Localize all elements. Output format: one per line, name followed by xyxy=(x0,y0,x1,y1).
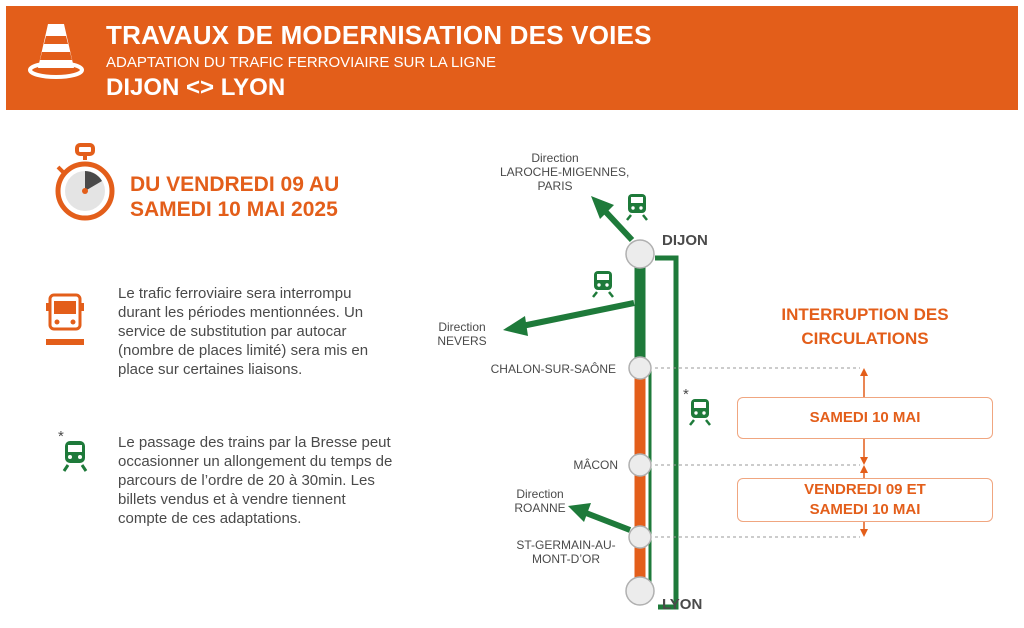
asterisk-marker: * xyxy=(58,428,64,445)
date-line-2: SAMEDI 10 MAI 2025 xyxy=(130,198,338,221)
route-title: DIJON <> LYON xyxy=(106,74,286,101)
station-chalon: CHALON-SUR-SAÔNE xyxy=(490,362,616,376)
page-title: TRAVAUX DE MODERNISATION DES VOIES xyxy=(106,20,652,50)
period-box-chalon-macon: SAMEDI 10 MAI xyxy=(737,397,993,439)
date-line-1: DU VENDREDI 09 AU xyxy=(130,173,340,196)
bus-replacement-text: Le trafic ferroviaire sera interrompu durant les périodes mentionnées. Un service de substitution par autocar (nombre de places limité) sera mis en place sur certaines liaisons. xyxy=(118,285,369,378)
page-subtitle: ADAPTATION DU TRAFIC FERROVIAIRE SUR LA LIGNE xyxy=(106,54,497,71)
direction-paris-label: Direction LAROCHE-MIGENNES, PARIS xyxy=(500,151,630,193)
bresse-delay-text: Le passage des trains par la Bresse peut occasionner un allongement du temps de parcours de l’ordre de 20 à 30min. Les billets vendus et à vendre tiennent compte de ces adaptations. xyxy=(118,434,393,527)
bresse-asterisk: * xyxy=(683,386,689,403)
station-st-germain: ST-GERMAIN-AU- MONT-D’OR xyxy=(516,538,616,566)
period-box-macon-st-germain: VENDREDI 09 ET SAMEDI 10 MAI xyxy=(737,478,993,522)
direction-nevers-label: Direction NEVERS xyxy=(437,320,487,348)
station-lyon: LYON xyxy=(662,596,703,613)
interruption-title: INTERRUPTION DES CIRCULATIONS xyxy=(781,305,949,348)
direction-roanne-label: Direction ROANNE xyxy=(514,487,566,515)
station-macon: MÂCON xyxy=(573,458,618,472)
station-dijon: DIJON xyxy=(662,232,708,249)
